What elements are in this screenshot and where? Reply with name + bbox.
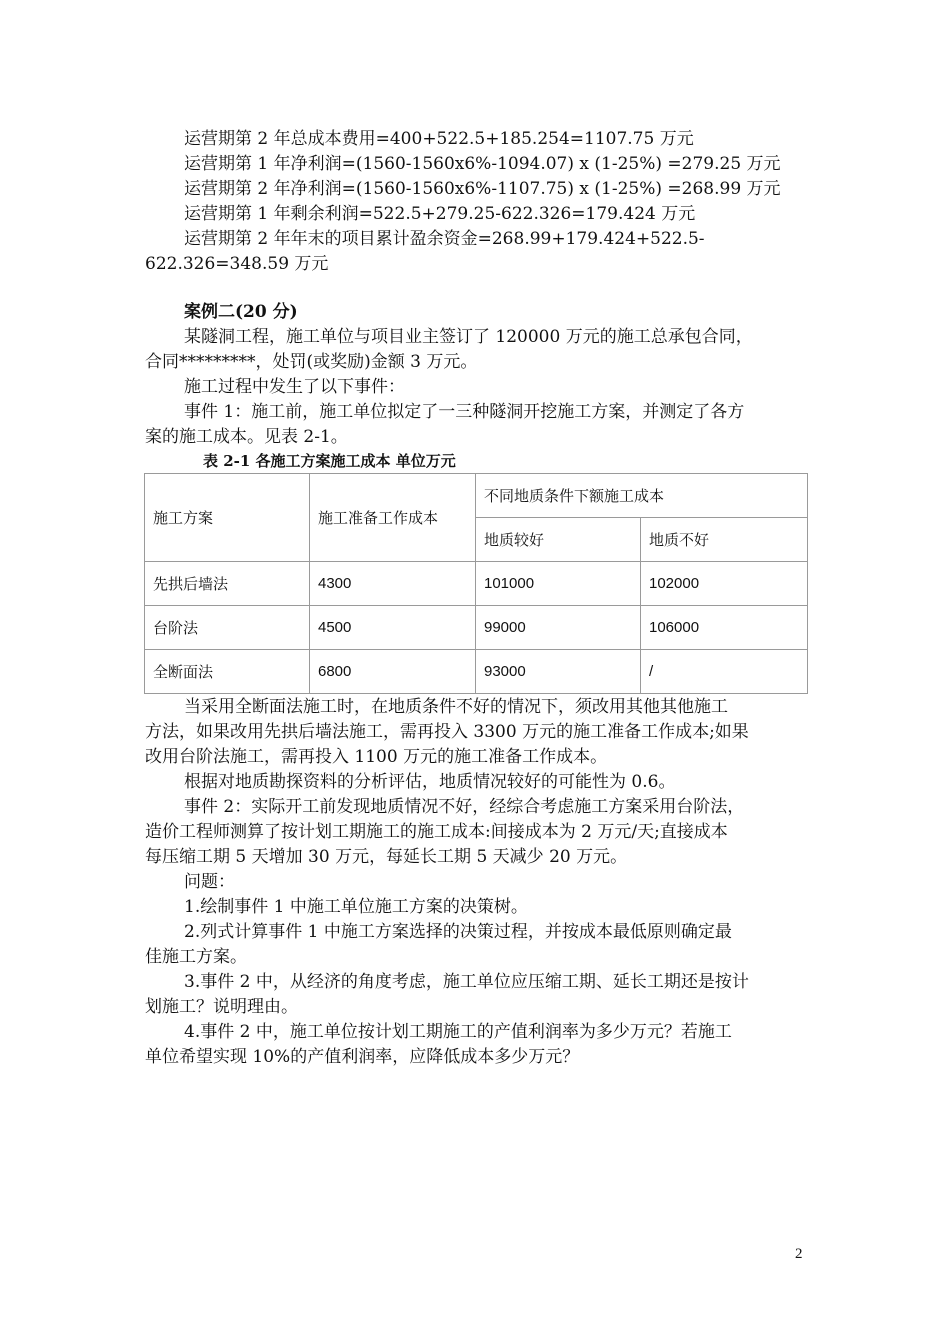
text-line: 问题：: [184, 872, 235, 892]
table-caption: 表 2-1 各施工方案施工成本 单位万元: [203, 452, 456, 470]
table-cell: 4500: [310, 606, 476, 650]
text-line: 合同*********，处罚(或奖励)金额 3 万元。: [145, 352, 478, 372]
text-line: 2.列式计算事件 1 中施工方案选择的决策过程，并按成本最低原则确定最: [184, 922, 732, 942]
header-cell: 施工准备工作成本: [310, 474, 476, 562]
cost-table: [144, 473, 808, 694]
header-cell: 施工方案: [145, 474, 310, 562]
table-cell: 93000: [476, 650, 641, 694]
table-cell: 106000: [641, 606, 808, 650]
text-line: 每压缩工期 5 天增加 30 万元，每延长工期 5 天减少 20 万元。: [145, 847, 628, 867]
table-cell: 6800: [310, 650, 476, 694]
text-line: 3.事件 2 中，从经济的角度考虑，施工单位应压缩工期、延长工期还是按计: [184, 972, 749, 992]
text-line: 事件 2：实际开工前发现地质情况不好，经综合考虑施工方案采用台阶法，: [184, 797, 745, 817]
table-row: [145, 606, 808, 650]
text-line: 当采用全断面法施工时，在地质条件不好的情况下，须改用其他其他施工: [184, 697, 728, 717]
text-line: 单位希望实现 10%的产值利润率，应降低成本多少万元？: [145, 1047, 580, 1067]
header-cell: 地质较好: [476, 518, 641, 562]
table-cell: 先拱后墙法: [145, 562, 310, 606]
header-cell: 不同地质条件下额施工成本: [476, 474, 808, 518]
text-line: 方法，如果改用先拱后墙法施工，需再投入 3300 万元的施工准备工作成本;如果: [145, 722, 749, 742]
text-line: 运营期第 2 年总成本费用=400+522.5+185.254=1107.75 万元: [184, 129, 694, 149]
text-line: 4.事件 2 中，施工单位按计划工期施工的产值利润率为多少万元？若施工: [184, 1022, 732, 1042]
table-row: [145, 562, 808, 606]
table-cell: 4300: [310, 562, 476, 606]
text-line: 改用台阶法施工，需再投入 1100 万元的施工准备工作成本。: [145, 747, 608, 767]
table-cell: /: [641, 650, 808, 694]
header-cell: 地质不好: [641, 518, 808, 562]
text-line: 运营期第 2 年净利润=(1560-1560x6%-1107.75) x (1-25%) =268.99 万元: [184, 179, 781, 199]
text-line: 事件 1：施工前，施工单位拟定了一三种隧洞开挖施工方案，并测定了各方: [184, 402, 745, 422]
text-line: 运营期第 1 年剩余利润=522.5+279.25-622.326=179.424 万元: [184, 204, 696, 224]
text-line: 1.绘制事件 1 中施工单位施工方案的决策树。: [184, 897, 528, 917]
table-cell: 全断面法: [145, 650, 310, 694]
text-line: 佳施工方案。: [145, 947, 247, 967]
table-cell: 101000: [476, 562, 641, 606]
table-cell: 台阶法: [145, 606, 310, 650]
text-line: 案的施工成本。见表 2-1。: [145, 427, 348, 447]
table-cell: 99000: [476, 606, 641, 650]
text-line: 根据对地质勘探资料的分析评估，地质情况较好的可能性为 0.6。: [184, 772, 676, 792]
text-line: 造价工程师测算了按计划工期施工的施工成本:间接成本为 2 万元/天;直接成本: [145, 822, 728, 842]
text-line: 运营期第 1 年净利润=(1560-1560x6%-1094.07) x (1-25%) =279.25 万元: [184, 154, 781, 174]
text-line: 622.326=348.59 万元: [145, 254, 329, 274]
text-line: 某隧洞工程，施工单位与项目业主签订了 120000 万元的施工总承包合同，: [184, 327, 753, 347]
page-number: 2: [795, 1246, 803, 1262]
section-heading: 案例二(20 分): [184, 302, 298, 322]
table-row: [145, 650, 808, 694]
table-cell: 102000: [641, 562, 808, 606]
text-line: 划施工？说明理由。: [145, 997, 298, 1017]
text-line: 运营期第 2 年年末的项目累计盈余资金=268.99+179.424+522.5-: [184, 229, 705, 249]
text-line: 施工过程中发生了以下事件：: [184, 377, 405, 397]
